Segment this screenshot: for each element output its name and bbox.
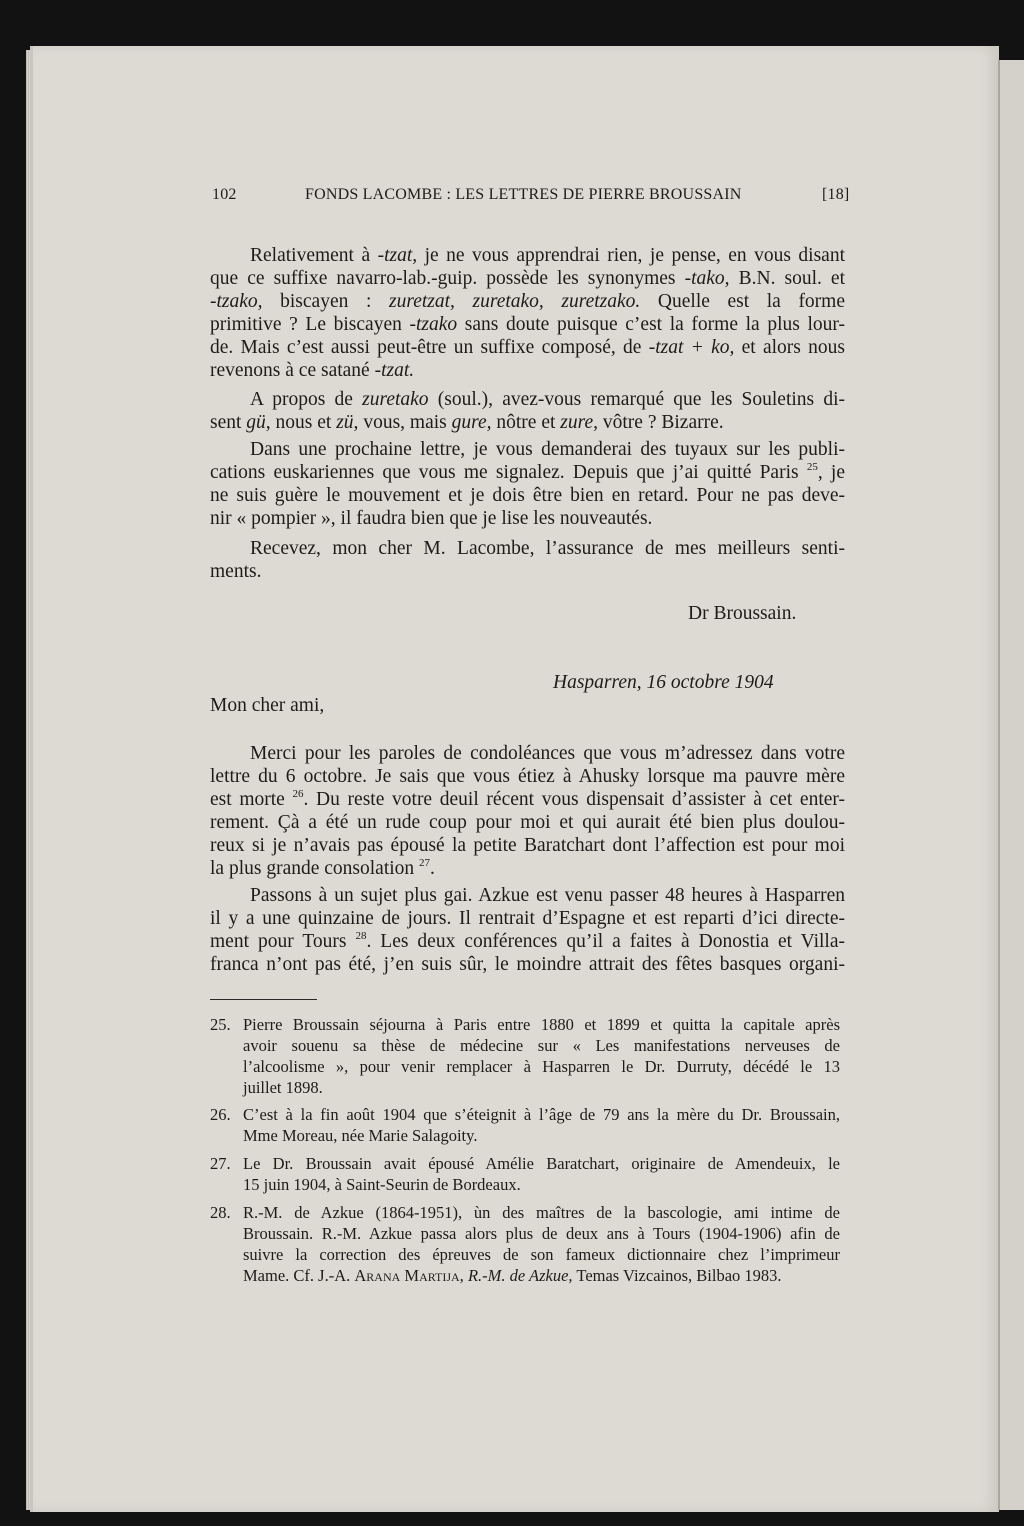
text-run: Quelle est la forme: [640, 291, 846, 312]
text-run: vous, mais: [358, 412, 452, 433]
text-run: biscayen :: [262, 291, 389, 312]
text-run: . Les deux conférences qu’il a faites à Donostia et Villa-: [366, 931, 845, 952]
body-line: [210, 359, 845, 382]
footnote-line: [243, 1104, 840, 1125]
text-run: Passons à un sujet plus gai. Azkue est venu passer 48 heures à Hasparren: [250, 885, 845, 906]
text-run: B.N. soul. et: [729, 268, 846, 289]
footnote-line: [243, 1153, 840, 1174]
body-line: [210, 834, 845, 857]
text-run: .: [430, 858, 435, 879]
dateline: Hasparren, 16 octobre 1904: [553, 672, 774, 693]
text-run: -tzat.: [374, 360, 415, 381]
body-line: [210, 907, 845, 930]
body-line: [210, 560, 845, 583]
text-run: est morte: [210, 789, 293, 810]
text-run: suivre la correction des épreuves de son fameux dictionnaire chez l’imprimeur: [243, 1245, 840, 1264]
text-run: (soul.), avez-vous remarqué que les Souletins di-: [428, 389, 845, 410]
text-run: ment pour Tours: [210, 931, 356, 952]
body-line: [210, 461, 845, 484]
footnote-number: 27.: [210, 1154, 231, 1173]
footnote-ref[interactable]: 25: [806, 461, 818, 473]
text-run: Merci pour les paroles de condoléances que vous m’adressez dans votre: [250, 743, 845, 764]
text-run: je ne vous apprendrai rien, je pense, en vous disant: [417, 245, 845, 266]
text-run: gü,: [246, 412, 271, 433]
text-run: et alors nous: [734, 337, 845, 358]
footnote-ref[interactable]: 27: [419, 857, 431, 869]
signature: Dr Broussain.: [688, 603, 797, 624]
text-run: nir « pompier », il faudra bien que je lise les nouveautés.: [210, 508, 653, 529]
text-run: nôtre et: [491, 412, 561, 433]
footnote-ref[interactable]: 26: [292, 788, 304, 800]
footnote-ref[interactable]: 28: [355, 930, 367, 942]
body-line: [250, 244, 845, 267]
text-run: lettre du 6 octobre. Je sais que vous étiez à Ahusky lorsque ma pauvre mère: [210, 766, 845, 787]
body-line: [210, 290, 845, 313]
text-run: vôtre ? Bizarre.: [598, 412, 724, 433]
body-line: [210, 788, 845, 811]
text-run: zure,: [560, 412, 599, 433]
footnote-line: [243, 1223, 840, 1244]
text-run: zuretzat, zuretako, zuretzako.: [388, 291, 641, 312]
footnote-line: [243, 1202, 840, 1223]
text-run: -tako,: [684, 268, 730, 289]
text-run: -tzako,: [210, 291, 263, 312]
text-run: nous et: [270, 412, 337, 433]
text-run: la plus grande consolation: [210, 858, 420, 879]
text-run: franca n’ont pas été, j’en suis sûr, le moindre attrait des fêtes basques organi-: [210, 954, 845, 975]
text-run: avoir souenu sa thèse de médecine sur « Les manifestations nerveuses de: [243, 1036, 840, 1055]
text-run: Pierre Broussain séjourna à Paris entre 1880 et 1899 et quitta la capitale après: [243, 1015, 840, 1034]
text-run: reux si je n’avais pas épousé la petite Baratchart dont l’affection est pour moi: [210, 835, 845, 856]
text-run: R.-M. de Azkue (1864-1951), ùn des maîtres de la bascologie, ami intime de: [243, 1203, 840, 1222]
body-line: [210, 811, 845, 834]
text-run: , je: [817, 462, 845, 483]
footnote-line: [243, 1035, 840, 1056]
text-run: -tzat + ko,: [648, 337, 735, 358]
text-run: Arana Martija,: [354, 1266, 464, 1285]
page-number: 102: [212, 186, 237, 203]
text-run: zuretako: [362, 389, 429, 410]
text-run: 15 juin 1904, à Saint-Seurin de Bordeaux.: [243, 1175, 521, 1194]
body-line: [250, 388, 845, 411]
body-line: [210, 857, 845, 880]
text-run: il y a une quinzaine de jours. Il rentrait d’Espagne et est reparti d’ici directe-: [210, 908, 845, 929]
text-run: revenons à ce satané: [210, 360, 375, 381]
text-run: gure,: [451, 412, 492, 433]
text-run: Mame. Cf. J.-A.: [243, 1266, 355, 1285]
footnote-line: [243, 1014, 840, 1035]
text-run: Recevez, mon cher M. Lacombe, l’assurance de mes meilleurs senti-: [250, 538, 845, 559]
body-line: [250, 438, 845, 461]
body-line: [210, 953, 845, 976]
text-run: Temas Vizcainos, Bilbao 1983.: [572, 1266, 782, 1285]
text-run: que ce suffixe navarro-lab.-guip. possède les synonymes: [210, 268, 685, 289]
text-run: ne suis guère le mouvement et je dois être bien en retard. Pour ne pas deve-: [210, 485, 845, 506]
salutation: Mon cher ami,: [210, 695, 325, 716]
footnote-line: [243, 1265, 840, 1286]
text-run: Le Dr. Broussain avait épousé Amélie Baratchart, originaire de Amendeuix, le: [243, 1154, 840, 1173]
text-run: rement. Çà a été un rude coup pour moi et qui aurait été bien plus doulou-: [210, 812, 845, 833]
text-run: C’est à la fin août 1904 que s’éteignit à l’âge de 79 ans la mère du Dr. Broussain,: [243, 1105, 840, 1124]
running-title: FONDS LACOMBE : LES LETTRES DE PIERRE BROUSSAIN: [305, 186, 742, 203]
footnote-number: 25.: [210, 1015, 231, 1034]
body-line: [210, 313, 845, 336]
footnote-line: [243, 1174, 840, 1195]
text-run: cations euskariennes que vous me signalez. Depuis que j’ai quitté Paris: [210, 462, 807, 483]
body-line: [210, 411, 845, 434]
text-run: -tzako: [409, 314, 458, 335]
body-line: [250, 884, 845, 907]
text-run: . Du reste votre deuil récent vous dispensait d’assister à cet enter-: [303, 789, 846, 810]
footnote-line: [243, 1125, 840, 1146]
footnote-number: 28.: [210, 1203, 231, 1222]
footnote-number: 26.: [210, 1105, 231, 1124]
text-run: Broussain. R.-M. Azkue passa alors plus de deux ans à Tours (1904-1906) afin de: [243, 1224, 840, 1243]
text-run: zü,: [336, 412, 359, 433]
text-run: primitive ? Le biscayen: [210, 314, 410, 335]
text-run: R.-M. de Azkue,: [467, 1266, 573, 1285]
text-run: juillet 1898.: [243, 1078, 323, 1097]
text-run: Dans une prochaine lettre, je vous demanderai des tuyaux sur les publi-: [250, 439, 845, 460]
body-line: [210, 267, 845, 290]
footnote-line: [243, 1244, 840, 1265]
section-number: [18]: [822, 186, 850, 203]
text-run: -tzat,: [377, 245, 418, 266]
body-line: [210, 484, 845, 507]
text-run: ments.: [210, 561, 262, 582]
text-run: l’alcoolisme », pour venir remplacer à Hasparren le Dr. Durruty, décédé le 13: [243, 1057, 840, 1076]
footnote-line: [243, 1077, 840, 1098]
footnote-line: [243, 1056, 840, 1077]
body-line: [250, 742, 845, 765]
body-line: [210, 336, 845, 359]
text-run: sans doute puisque c’est la forme la plus lour-: [457, 314, 845, 335]
body-line: [250, 537, 845, 560]
text-run: Mme Moreau, née Marie Salagoity.: [243, 1126, 478, 1145]
text-run: A propos de: [250, 389, 363, 410]
text-run: de. Mais c’est aussi peut-être un suffixe composé, de: [210, 337, 649, 358]
body-line: [210, 930, 845, 953]
text-run: Relativement à: [250, 245, 378, 266]
footnote-rule: [210, 999, 317, 1000]
text-run: sent: [210, 412, 247, 433]
body-line: [210, 507, 845, 530]
body-line: [210, 765, 845, 788]
facing-page-edge: [998, 60, 1024, 1510]
